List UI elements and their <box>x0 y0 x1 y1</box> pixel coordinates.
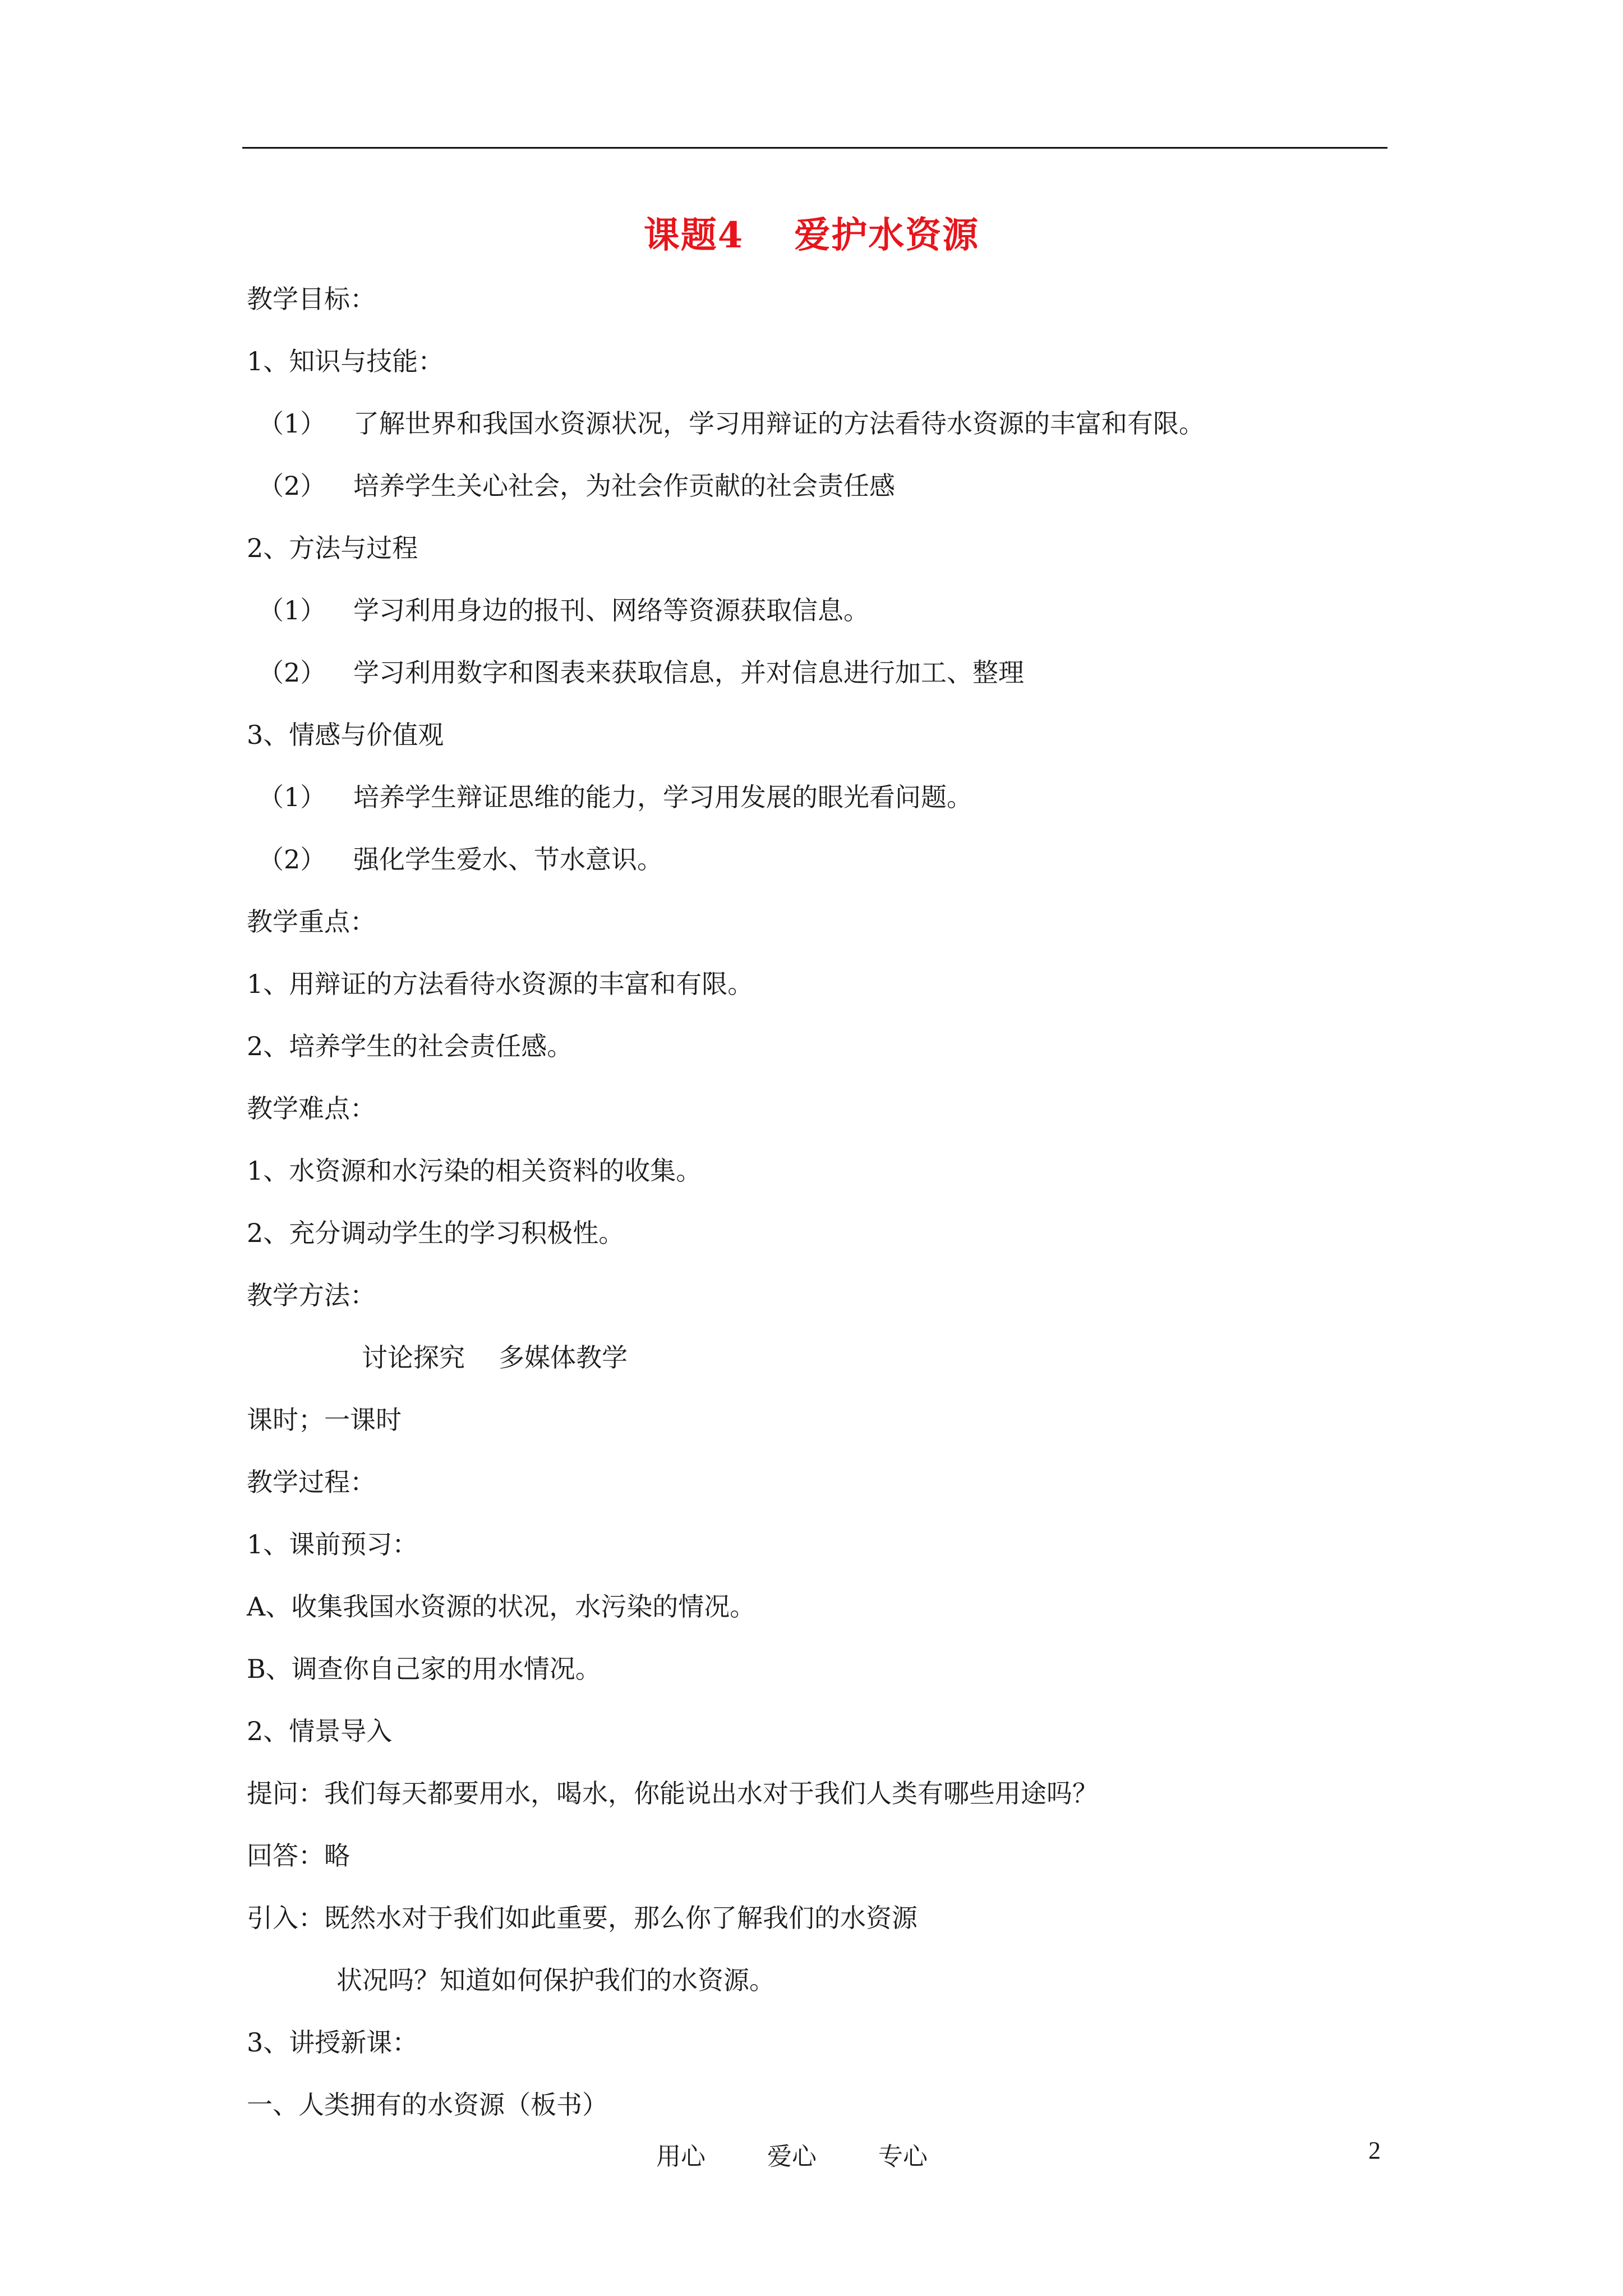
document-body <box>247 283 1368 2151</box>
title-number: 课题4 <box>643 214 744 256</box>
item-marker: （2） <box>258 844 326 875</box>
item-marker: （2） <box>258 657 326 688</box>
item-text: 学习利用身边的报刊、网络等资源获取信息。 <box>353 595 869 625</box>
preview-item: A、收集我国水资源的状况，水污染的情况。 <box>247 1591 756 1622</box>
list-item <box>247 470 1368 532</box>
title-text: 爱护水资源 <box>794 214 980 256</box>
teaching-goals-heading: 教学目标： <box>247 284 376 314</box>
goal-values-heading: 3、情感与价值观 <box>247 720 444 750</box>
list-item <box>247 657 1368 719</box>
item-text: 学习利用数字和图表来获取信息，并对信息进行加工、整理 <box>353 657 1024 688</box>
page-number: 2 <box>1368 2137 1381 2164</box>
intro-heading: 2、情景导入 <box>247 1716 393 1746</box>
item-marker: （1） <box>258 782 326 812</box>
process-heading: 教学过程： <box>247 1467 376 1497</box>
class-hours: 课时；一课时 <box>247 1405 402 1435</box>
lead-in-line: 引入：既然水对于我们如此重要，那么你了解我们的水资源 <box>247 1903 917 1933</box>
header-rule <box>242 147 1387 149</box>
difficulties-heading: 教学难点： <box>247 1093 376 1124</box>
key-points-heading: 教学重点： <box>247 907 376 937</box>
item-marker: （2） <box>258 471 326 501</box>
new-lesson-heading: 3、讲授新课： <box>247 2027 418 2058</box>
key-point-item: 2、培养学生的社会责任感。 <box>247 1031 573 1061</box>
methods-heading: 教学方法： <box>247 1280 376 1310</box>
methods-line <box>247 1342 1368 1404</box>
list-item <box>247 844 1368 906</box>
preview-item: B、调查你自己家的用水情况。 <box>247 1654 601 1684</box>
list-item <box>247 781 1368 844</box>
item-marker: （1） <box>258 595 326 625</box>
question-line: 提问：我们每天都要用水，喝水，你能说出水对于我们人类有哪些用途吗？ <box>247 1778 1098 1809</box>
section-heading: 一、人类拥有的水资源（板书） <box>247 2090 608 2120</box>
item-text: 强化学生爱水、节水意识。 <box>353 844 663 875</box>
motto-word: 爱心 <box>767 2142 817 2171</box>
motto-word: 用心 <box>656 2142 706 2171</box>
lead-in-continuation: 状况吗？知道如何保护我们的水资源。 <box>336 1965 775 1995</box>
answer-line: 回答：略 <box>247 1841 350 1871</box>
item-text: 了解世界和我国水资源状况，学习用辩证的方法看待水资源的丰富和有限。 <box>353 408 1205 439</box>
goal-method-heading: 2、方法与过程 <box>247 533 418 563</box>
motto-word: 专心 <box>878 2142 928 2171</box>
key-point-item: 1、用辩证的方法看待水资源的丰富和有限。 <box>247 969 754 999</box>
item-text: 培养学生关心社会，为社会作贡献的社会责任感 <box>353 471 895 501</box>
list-item <box>247 408 1368 470</box>
method-multimedia: 多媒体教学 <box>499 1342 628 1373</box>
item-text: 培养学生辩证思维的能力，学习用发展的眼光看问题。 <box>353 782 972 812</box>
difficulty-item: 2、充分调动学生的学习积极性。 <box>247 1218 625 1248</box>
item-marker: （1） <box>258 408 326 439</box>
method-discussion: 讨论探究 <box>362 1342 465 1373</box>
footer-motto <box>656 2136 989 2172</box>
difficulty-item: 1、水资源和水污染的相关资料的收集。 <box>247 1156 702 1186</box>
list-item <box>247 595 1368 657</box>
page-title <box>0 206 1623 258</box>
goal-knowledge-heading: 1、知识与技能： <box>247 346 444 376</box>
preview-heading: 1、课前预习： <box>247 1529 418 1559</box>
